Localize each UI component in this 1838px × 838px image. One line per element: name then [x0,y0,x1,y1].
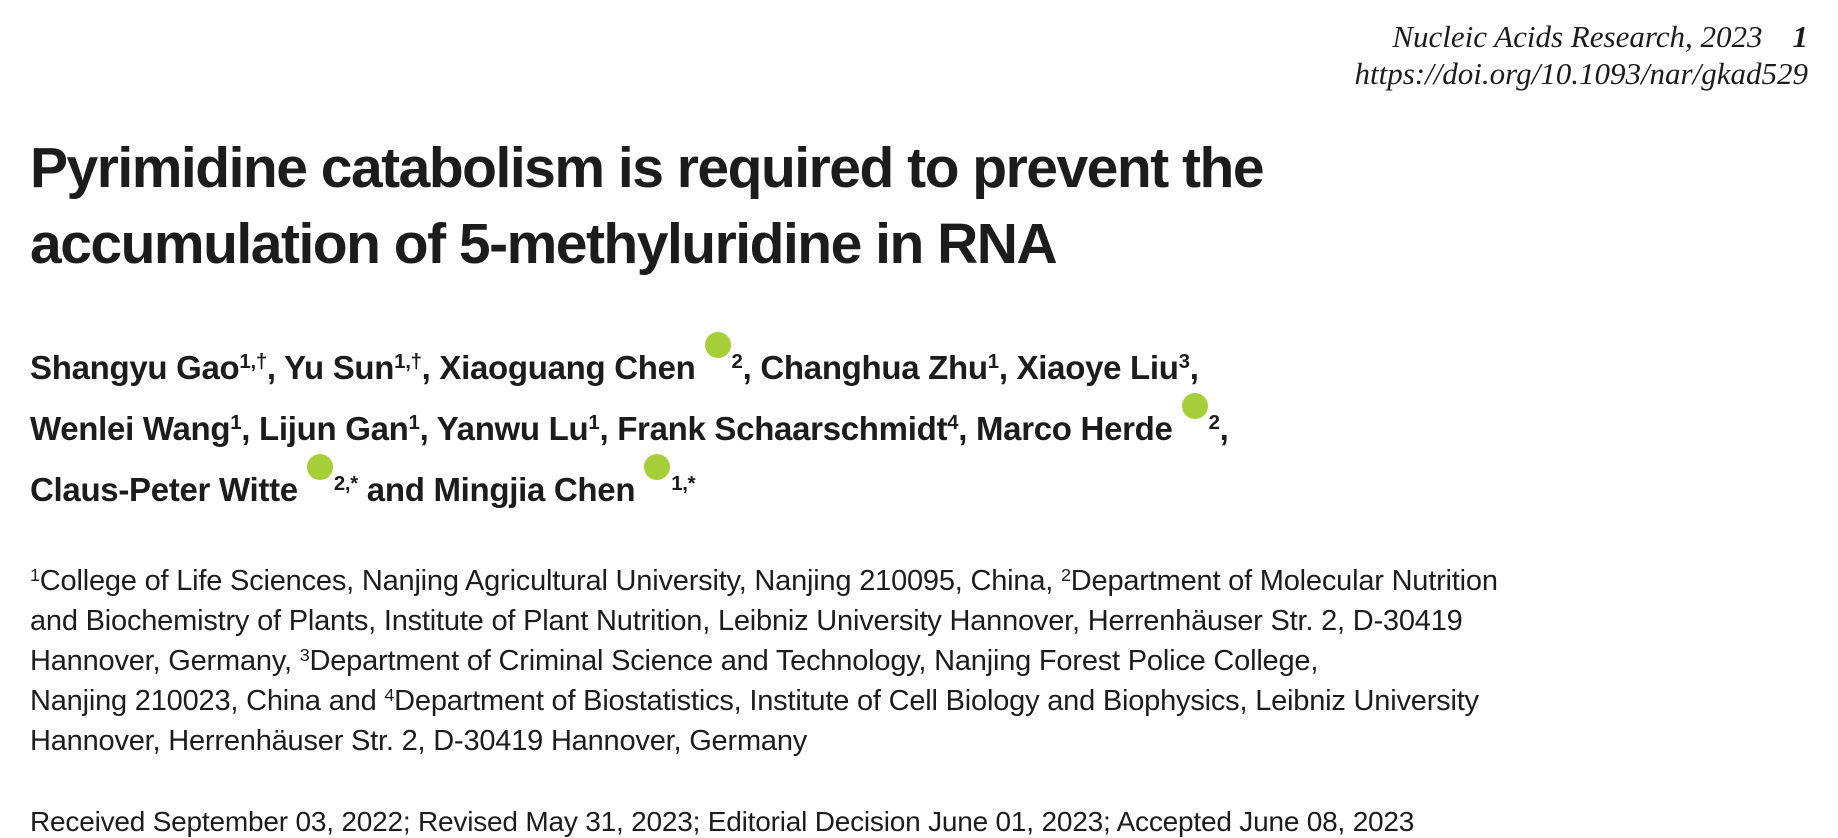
author [259,410,437,447]
page-number: 1 [1792,19,1808,54]
author-name: Marco Herde [975,410,1173,447]
author-line-1 [30,332,1808,393]
affiliation-superscript: 1 [30,565,40,586]
author-name: Xiaoye Liu [1016,349,1179,386]
affiliation-superscript: 2 [1060,565,1071,586]
journal-name-year: Nucleic Acids Research, 2023 [1392,19,1763,54]
affiliation-text: Nanjing 210023, China and [30,685,385,717]
author-superscript: 2,* [333,471,358,495]
affiliation-superscript: 4 [384,685,395,706]
doi-link[interactable]: https://doi.org/10.1093/nar/gkad529 [1354,56,1808,91]
orcid-icon[interactable] [644,454,670,493]
author-superscript: 1,† [239,349,267,373]
author-superscript: 1,* [671,471,696,495]
author [433,471,695,508]
author [760,349,1016,386]
author-name: Claus-Peter Witte [30,471,298,508]
author-superscript: 2 [1208,410,1220,434]
author [284,349,439,386]
orcid-icon-glyph: iD [312,477,327,493]
journal-name-line [30,18,1808,55]
affiliation-line [30,721,1808,761]
author [30,410,259,447]
author-superscript: 1 [230,410,242,434]
author-separator: , [599,410,618,447]
author-separator: , [419,410,437,447]
orcid-icon-glyph: iD [650,477,665,493]
author [976,410,1229,447]
article-history-line: Received September 03, 2022; Revised May 31, 2023; Editorial Decision June 01, 2023; Accepted June 08, 2023 [30,806,1415,837]
author [439,349,760,386]
author-superscript: 1,† [394,349,422,373]
author-name: Frank Schaarschmidt [617,410,948,447]
affiliation-line [30,561,1808,601]
affiliation-text: Department of Molecular Nutrition [1070,565,1498,597]
author-superscript: 1 [987,349,999,373]
author-separator: , [1219,410,1229,447]
author-superscript: 1 [408,410,420,434]
author-superscript: 1 [588,410,600,434]
author-name: Mingjia Chen [433,471,636,508]
author-separator: , [241,410,260,447]
affiliation-text: Hannover, Germany, [30,645,300,677]
author [617,410,976,447]
affiliations-block [30,561,1808,761]
orcid-icon[interactable] [1182,393,1208,432]
affiliation-line [30,641,1808,681]
author-superscript: 4 [947,410,959,434]
author-separator: , [266,349,285,386]
paper-title [30,130,1808,282]
author [30,349,284,386]
author-list [30,332,1808,515]
affiliation-text: Department of Criminal Science and Technology, Nanjing Forest Police College, [309,645,1319,677]
affiliation-text: and Biochemistry of Plants, Institute of Plant Nutrition, Leibniz University Hannover, Herrenhäuser Str. 2, D-30419 [30,605,1463,637]
author [30,471,433,508]
author-separator: , [1189,349,1199,386]
author [437,410,617,447]
orcid-icon-glyph: iD [710,355,725,371]
author-line-3 [30,454,1808,515]
author-name: Changhua Zhu [760,349,988,386]
author-name: Wenlei Wang [30,410,231,447]
author-separator: , [421,349,440,386]
author-superscript: 3 [1178,349,1190,373]
author-line-2 [30,393,1808,454]
author-separator: and [357,471,434,508]
author-superscript: 2 [731,349,743,373]
author-separator: , [998,349,1017,386]
affiliation-text: College of Life Sciences, Nanjing Agricultural University, Nanjing 210095, China, [39,565,1061,597]
affiliation-line [30,601,1808,641]
affiliation-line [30,681,1808,721]
author-name: Shangyu Gao [30,349,240,386]
affiliation-superscript: 3 [299,645,310,666]
author-name: Yanwu Lu [436,410,589,447]
author-name: Xiaoguang Chen [439,349,696,386]
paper-title-line1: Pyrimidine catabolism is required to prevent the [30,136,1264,200]
paper-title-line2: accumulation of 5-methyluridine in RNA [30,212,1057,276]
affiliation-text: Department of Biostatistics, Institute of Cell Biology and Biophysics, Leibniz University [394,685,1479,717]
journal-header [30,18,1808,92]
author-name: Yu Sun [284,349,395,386]
author-separator: , [742,349,761,386]
author-name: Lijun Gan [259,410,409,447]
author-separator: , [958,410,976,447]
orcid-icon[interactable] [705,332,731,371]
orcid-icon-glyph: iD [1187,416,1202,432]
author [1017,349,1199,386]
affiliation-text: Hannover, Herrenhäuser Str. 2, D-30419 Hannover, Germany [30,725,808,757]
orcid-icon[interactable] [307,454,333,493]
